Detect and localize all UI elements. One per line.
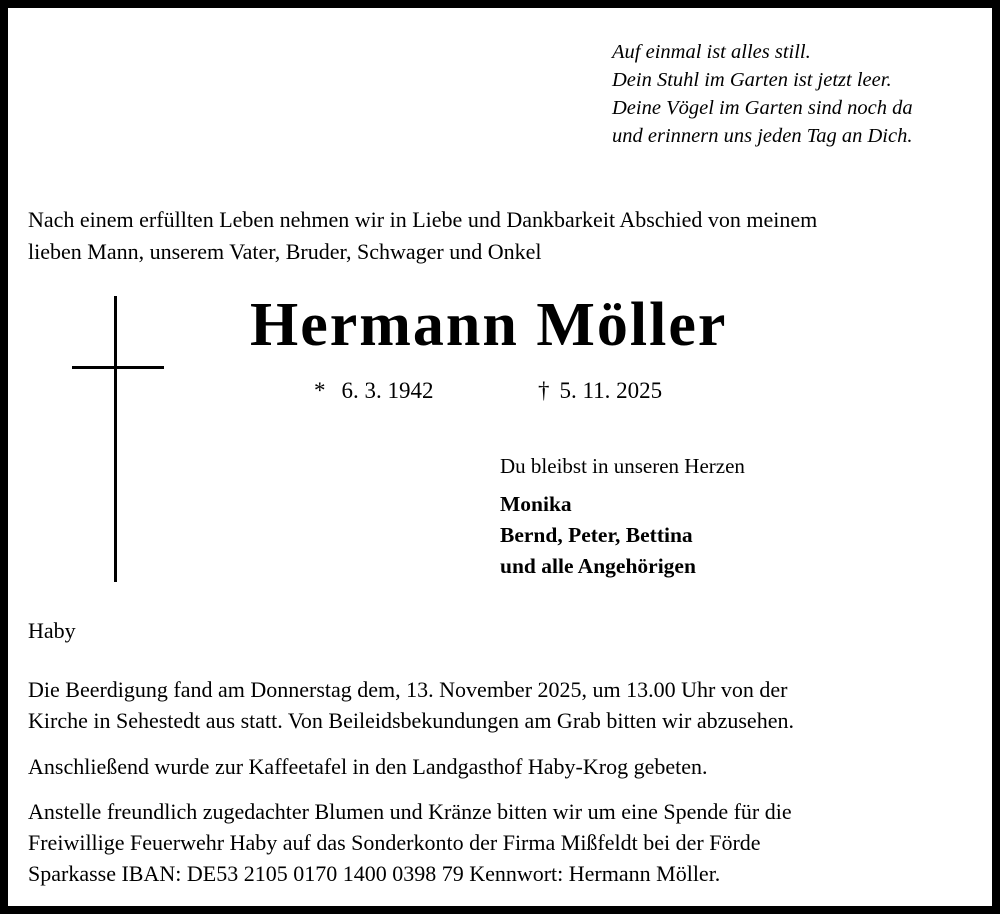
text-line: Die Beerdigung fand am Donnerstag dem, 13. November 2025, um 13.00 Uhr von der [28, 677, 788, 702]
obituary-notice [8, 8, 992, 906]
death-date [538, 378, 662, 404]
poem-line: Deine Vögel im Garten sind noch da [612, 97, 913, 119]
intro-line: lieben Mann, unserem Vater, Bruder, Schwager und Onkel [28, 239, 542, 264]
poem [612, 38, 913, 150]
text-line: Sparkasse IBAN: DE53 2105 0170 1400 0398 79 Kennwort: Hermann Möller. [28, 861, 721, 886]
place: Haby [28, 618, 76, 643]
funeral-paragraph [28, 674, 794, 736]
birth-symbol: * [314, 378, 326, 403]
deceased-name: Hermann Möller [250, 291, 728, 359]
poem-line: Dein Stuhl im Garten ist jetzt leer. [612, 69, 892, 91]
reception-paragraph [28, 751, 708, 782]
intro-line: Nach einem erfüllten Leben nehmen wir in Liebe und Dankbarkeit Abschied von meinem [28, 207, 818, 232]
text-line: Freiwillige Feuerwehr Haby auf das Sonderkonto der Firma Mißfeldt bei der Förde [28, 830, 761, 855]
poem-line: Auf einmal ist alles still. [612, 41, 811, 63]
cross-icon-bar [72, 366, 164, 369]
death-symbol: † [538, 378, 550, 403]
closing-line: Du bleibst in unseren Herzen [500, 454, 745, 478]
text-line: Anstelle freundlich zugedachter Blumen und Kränze bitten wir um eine Spende für die [28, 799, 792, 824]
family-line: und alle Angehörigen [500, 554, 696, 578]
poem-line: und erinnern uns jeden Tag an Dich. [612, 125, 913, 147]
family-names [500, 489, 696, 582]
birth-date [314, 378, 434, 404]
text-line: Kirche in Sehestedt aus statt. Von Beileidsbekundungen am Grab bitten wir abzusehen. [28, 708, 794, 733]
intro-text [28, 204, 817, 268]
family-line: Monika [500, 492, 572, 516]
death-date-value: 5. 11. 2025 [559, 378, 663, 403]
donation-paragraph [28, 796, 792, 889]
family-line: Bernd, Peter, Bettina [500, 523, 693, 547]
text-line: Anschließend wurde zur Kaffeetafel in den Landgasthof Haby-Krog gebeten. [28, 754, 708, 779]
birth-date-value: 6. 3. 1942 [341, 378, 434, 403]
cross-icon [114, 296, 117, 582]
